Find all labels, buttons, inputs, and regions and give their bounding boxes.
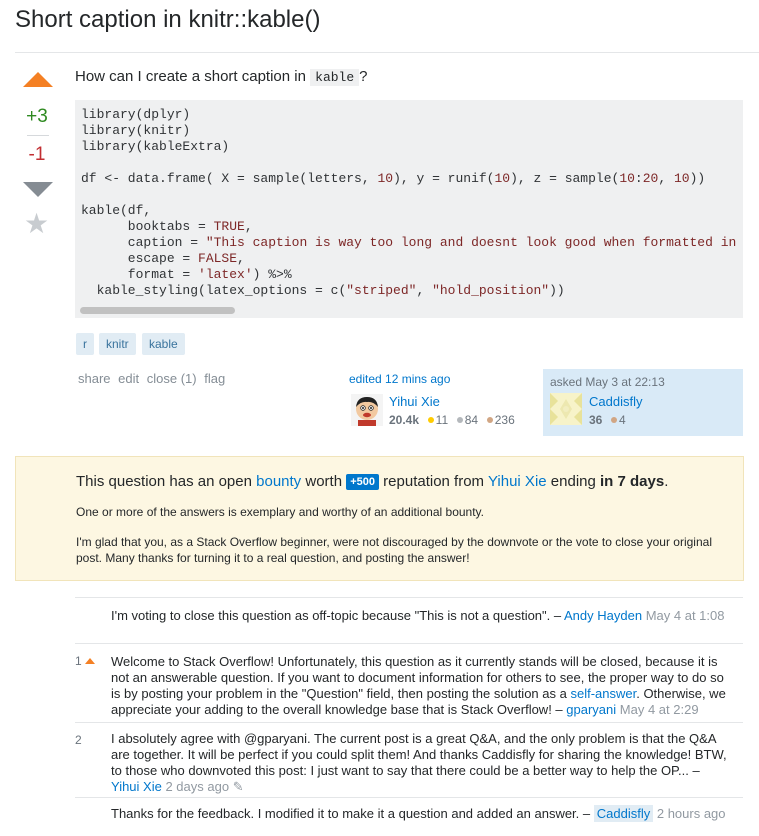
comment-upvote-icon[interactable] xyxy=(85,658,95,664)
inline-code: kable xyxy=(310,69,359,86)
comment xyxy=(75,797,743,836)
flag-link[interactable]: flag xyxy=(204,371,226,386)
code-line: escape = FALSE, xyxy=(81,251,245,266)
gold-badge-icon xyxy=(428,417,434,423)
comment-score: 1 xyxy=(75,654,82,668)
edit-link[interactable]: edit xyxy=(118,371,140,386)
favorite-star-icon[interactable]: ★ xyxy=(24,208,50,239)
upvote-arrow-icon[interactable] xyxy=(23,72,53,87)
comment xyxy=(75,597,743,638)
comment-body xyxy=(111,806,731,822)
bounty-text: reputation from xyxy=(383,473,485,490)
silver-badge-icon xyxy=(457,417,463,423)
silver-count: 84 xyxy=(464,413,479,427)
asker-name[interactable]: Caddisfly xyxy=(589,394,643,409)
bronze-count: 236 xyxy=(494,413,515,427)
downvote-count: -1 xyxy=(28,144,46,165)
editor-rep: 20.4k xyxy=(389,413,420,427)
title-divider xyxy=(15,52,759,53)
question-text-end: ? xyxy=(359,68,368,85)
code-line: df <- data.frame( X = sample(letters, 10), y = runif(10), z = sample(10:20, 10)) xyxy=(81,171,706,186)
tag-r[interactable]: r xyxy=(76,333,94,355)
self-answer-link[interactable]: self-answer xyxy=(570,686,637,701)
comment-score: 2 xyxy=(75,733,82,747)
downvote-arrow-icon[interactable] xyxy=(23,182,53,197)
code-horizontal-scrollbar[interactable] xyxy=(80,307,235,314)
share-link[interactable]: share xyxy=(78,371,111,386)
comment-user[interactable]: Andy Hayden xyxy=(564,608,643,623)
code-content xyxy=(75,100,743,299)
bounty-user-link[interactable]: Yihui Xie xyxy=(487,473,547,490)
question-body xyxy=(75,68,368,85)
bounty-text: worth xyxy=(305,473,343,490)
code-line: booktabs = TRUE, xyxy=(81,219,253,234)
comment-date[interactable]: 2 days ago xyxy=(165,779,230,794)
comment-text: Thanks for the feedback. I modified it to make it a question and added an answer. – xyxy=(111,806,591,821)
code-line: kable_styling(latex_options = c("striped", "hold_position")) xyxy=(81,283,565,298)
post-menu xyxy=(78,371,229,386)
comment-user[interactable]: Caddisfly xyxy=(594,805,653,822)
bounty-ending-time: in 7 days xyxy=(600,473,665,490)
gold-count: 11 xyxy=(435,413,449,427)
code-block[interactable] xyxy=(75,100,743,318)
comment-body xyxy=(111,654,731,718)
tag-kable[interactable]: kable xyxy=(142,333,185,355)
comment-date[interactable]: May 4 at 1:08 xyxy=(645,608,725,623)
bounty-amount-badge: +500 xyxy=(346,474,379,490)
bronze-count: 4 xyxy=(618,413,626,427)
code-line: format = 'latex') %>% xyxy=(81,267,292,282)
comment-text: . Otherwise, we appreciate your adding to the overall knowledge base that is Stack Overflow! – xyxy=(111,686,726,717)
editor-avatar[interactable] xyxy=(351,394,383,426)
asker-rep: 36 xyxy=(589,413,603,427)
page-title: Short caption in knitr::kable() xyxy=(15,6,321,33)
vote-divider xyxy=(27,135,49,136)
comment-user[interactable]: Yihui Xie xyxy=(111,779,162,794)
bounty-reason: One or more of the answers is exemplary and worthy of an additional bounty. xyxy=(76,505,484,519)
code-line: caption = "This caption is way too long and doesnt look good when formatted in xyxy=(81,235,737,250)
upvote-count: +3 xyxy=(26,106,48,127)
comment-date[interactable]: May 4 at 2:29 xyxy=(619,702,699,717)
bronze-badge-icon xyxy=(611,417,617,423)
comment xyxy=(75,643,743,716)
comment-score-wrap xyxy=(75,654,103,668)
bounty-notice xyxy=(15,456,744,581)
code-line: library(knitr) xyxy=(81,123,191,138)
bounty-text: This question has an open xyxy=(76,473,252,490)
comment-user[interactable]: gparyani xyxy=(566,702,617,717)
bronze-badge-icon xyxy=(487,417,493,423)
comment-body xyxy=(111,731,731,795)
comment-text: I absolutely agree with @gparyani. The current post is a great Q&A, and the only problem is that the Q&A are together. It will be perfect if you could split them! And thanks Caddisfly for sharing the knowledge! BTW, to those who downvoted this post: I just want to say that there could be a better way to help the OP... – xyxy=(111,731,727,778)
asker-reputation xyxy=(589,412,626,427)
code-line: library(dplyr) xyxy=(81,107,191,122)
comment xyxy=(75,722,743,795)
editor-reputation xyxy=(389,412,515,427)
comment-text: Welcome to Stack Overflow! Unfortunately, this question as it currently stands will be closed, because it is not an answerable question. If you want to document information for others to see, the proper way to do so is by posting your problem in the "Question" field, then posting the solution as a xyxy=(111,654,724,701)
comment-date[interactable]: 2 hours ago xyxy=(656,806,726,821)
comment-text: I'm voting to close this question as off-topic because "This is not a question". – xyxy=(111,608,562,623)
bounty-link[interactable]: bounty xyxy=(256,473,302,490)
tag-knitr[interactable]: knitr xyxy=(99,333,136,355)
code-line: kable(df, xyxy=(81,203,152,218)
comment-body xyxy=(111,608,731,624)
bounty-summary xyxy=(76,473,668,490)
asked-time: asked May 3 at 22:13 xyxy=(550,375,665,389)
bounty-text: . xyxy=(664,473,669,490)
edited-pencil-icon[interactable]: ✎ xyxy=(232,779,244,794)
edited-time-link[interactable]: edited 12 mins ago xyxy=(349,372,451,386)
editor-name[interactable]: Yihui Xie xyxy=(389,394,440,409)
question-text-start: How can I create a short caption in xyxy=(75,68,306,85)
asker-avatar[interactable] xyxy=(550,393,582,425)
close-link[interactable]: close (1) xyxy=(146,371,197,386)
editor-card xyxy=(347,372,527,432)
bounty-message: I'm glad that you, as a Stack Overflow beginner, were not discouraged by the downvote or the vote to close your original post. Many thanks for turning it to a real question, and posting the answer! xyxy=(76,535,712,565)
asker-card xyxy=(543,369,743,436)
code-line: library(kableExtra) xyxy=(81,139,230,154)
bounty-text: ending xyxy=(550,473,596,490)
